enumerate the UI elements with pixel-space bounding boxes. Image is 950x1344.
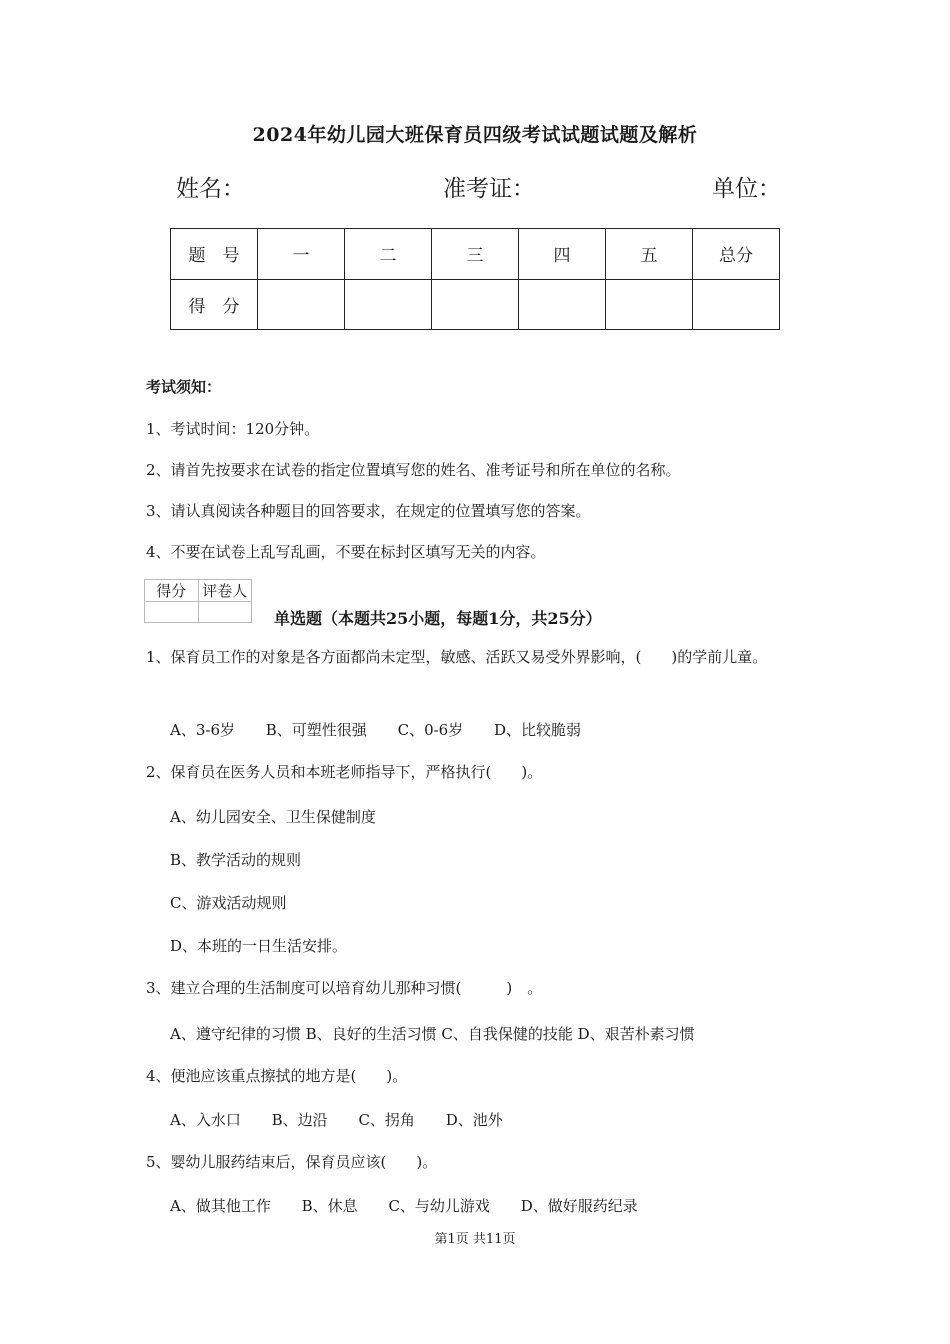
score-cell[interactable]	[432, 279, 519, 330]
score-cell[interactable]	[693, 279, 780, 330]
option-b[interactable]: B、教学活动的规则	[170, 851, 302, 869]
notice-title: 考试须知：	[146, 378, 222, 396]
score-header-cell: 题 号	[171, 229, 258, 280]
question-text: 1、保育员工作的对象是各方面都尚未定型，敏感、活跃又易受外界影响，( )的学前儿童。	[146, 648, 768, 666]
question-text: 2、保育员在医务人员和本班老师指导下，严格执行( )。	[146, 763, 543, 781]
option-c[interactable]: C、0-6岁	[397, 721, 464, 739]
option-d[interactable]: D、比较脆弱	[494, 721, 582, 739]
option-a[interactable]: A、幼儿园安全、卫生保健制度	[170, 808, 376, 826]
name-label: 姓名：	[176, 176, 245, 202]
grader-box	[144, 579, 252, 623]
option-row	[170, 1109, 529, 1130]
option-row[interactable]: A、遵守纪律的习惯 B、良好的生活习惯 C、自我保健的技能 D、艰苦朴素习惯	[170, 1025, 695, 1043]
score-row-label: 得 分	[171, 279, 258, 330]
option-c[interactable]: C、拐角	[358, 1111, 415, 1129]
option-d[interactable]: D、池外	[445, 1111, 503, 1129]
candidate-info-row	[0, 170, 950, 202]
option-b[interactable]: B、休息	[301, 1197, 358, 1215]
score-cell[interactable]	[606, 279, 693, 330]
option-d[interactable]: D、做好服药纪录	[520, 1197, 638, 1215]
option-c[interactable]: C、与幼儿游戏	[388, 1197, 490, 1215]
score-table-score-row	[171, 279, 780, 330]
section-heading: 单选题（本题共25小题，每题1分，共25分）	[274, 609, 602, 628]
option-a[interactable]: A、3-6岁	[170, 721, 235, 739]
unit-label: 单位：	[712, 176, 781, 202]
option-row	[170, 1195, 664, 1216]
question-text: 5、婴幼儿服药结束后，保育员应该( )。	[146, 1153, 438, 1171]
score-header-cell: 四	[519, 229, 606, 280]
notice-item: 4、不要在试卷上乱写乱画，不要在标封区填写无关的内容。	[146, 543, 546, 561]
score-header-cell: 一	[258, 229, 345, 280]
option-a[interactable]: A、做其他工作	[170, 1197, 271, 1215]
option-row	[170, 719, 607, 740]
exam-id-label: 准考证：	[443, 176, 535, 202]
score-header-cell: 二	[345, 229, 432, 280]
grader-score-label: 得分	[145, 580, 199, 602]
grader-name-label: 评卷人	[198, 580, 252, 602]
notice-item: 1、考试时间：120分钟。	[146, 420, 320, 438]
page-footer: 第1页 共11页	[434, 1232, 516, 1247]
grader-name-cell[interactable]	[198, 602, 252, 623]
score-cell[interactable]	[258, 279, 345, 330]
score-table-header-row	[171, 229, 780, 280]
question-text: 4、便池应该重点擦拭的地方是( )。	[146, 1067, 408, 1085]
option-b[interactable]: B、边沿	[271, 1111, 328, 1129]
score-header-cell: 五	[606, 229, 693, 280]
question-text: 3、建立合理的生活制度可以培育幼儿那种习惯( ) 。	[146, 979, 543, 997]
score-table	[170, 228, 780, 330]
option-a[interactable]: A、入水口	[170, 1111, 241, 1129]
score-header-cell: 总分	[693, 229, 780, 280]
grader-score-cell[interactable]	[145, 602, 199, 623]
option-c[interactable]: C、游戏活动规则	[170, 894, 287, 912]
exam-title: 2024年幼儿园大班保育员四级考试试题试题及解析	[252, 124, 698, 146]
score-cell[interactable]	[345, 279, 432, 330]
notice-item: 3、请认真阅读各种题目的回答要求，在规定的位置填写您的答案。	[146, 502, 591, 520]
score-cell[interactable]	[519, 279, 606, 330]
option-b[interactable]: B、可塑性很强	[265, 721, 367, 739]
option-d[interactable]: D、本班的一日生活安排。	[170, 937, 348, 955]
notice-item: 2、请首先按要求在试卷的指定位置填写您的姓名、准考证号和所在单位的名称。	[146, 461, 681, 479]
score-header-cell: 三	[432, 229, 519, 280]
